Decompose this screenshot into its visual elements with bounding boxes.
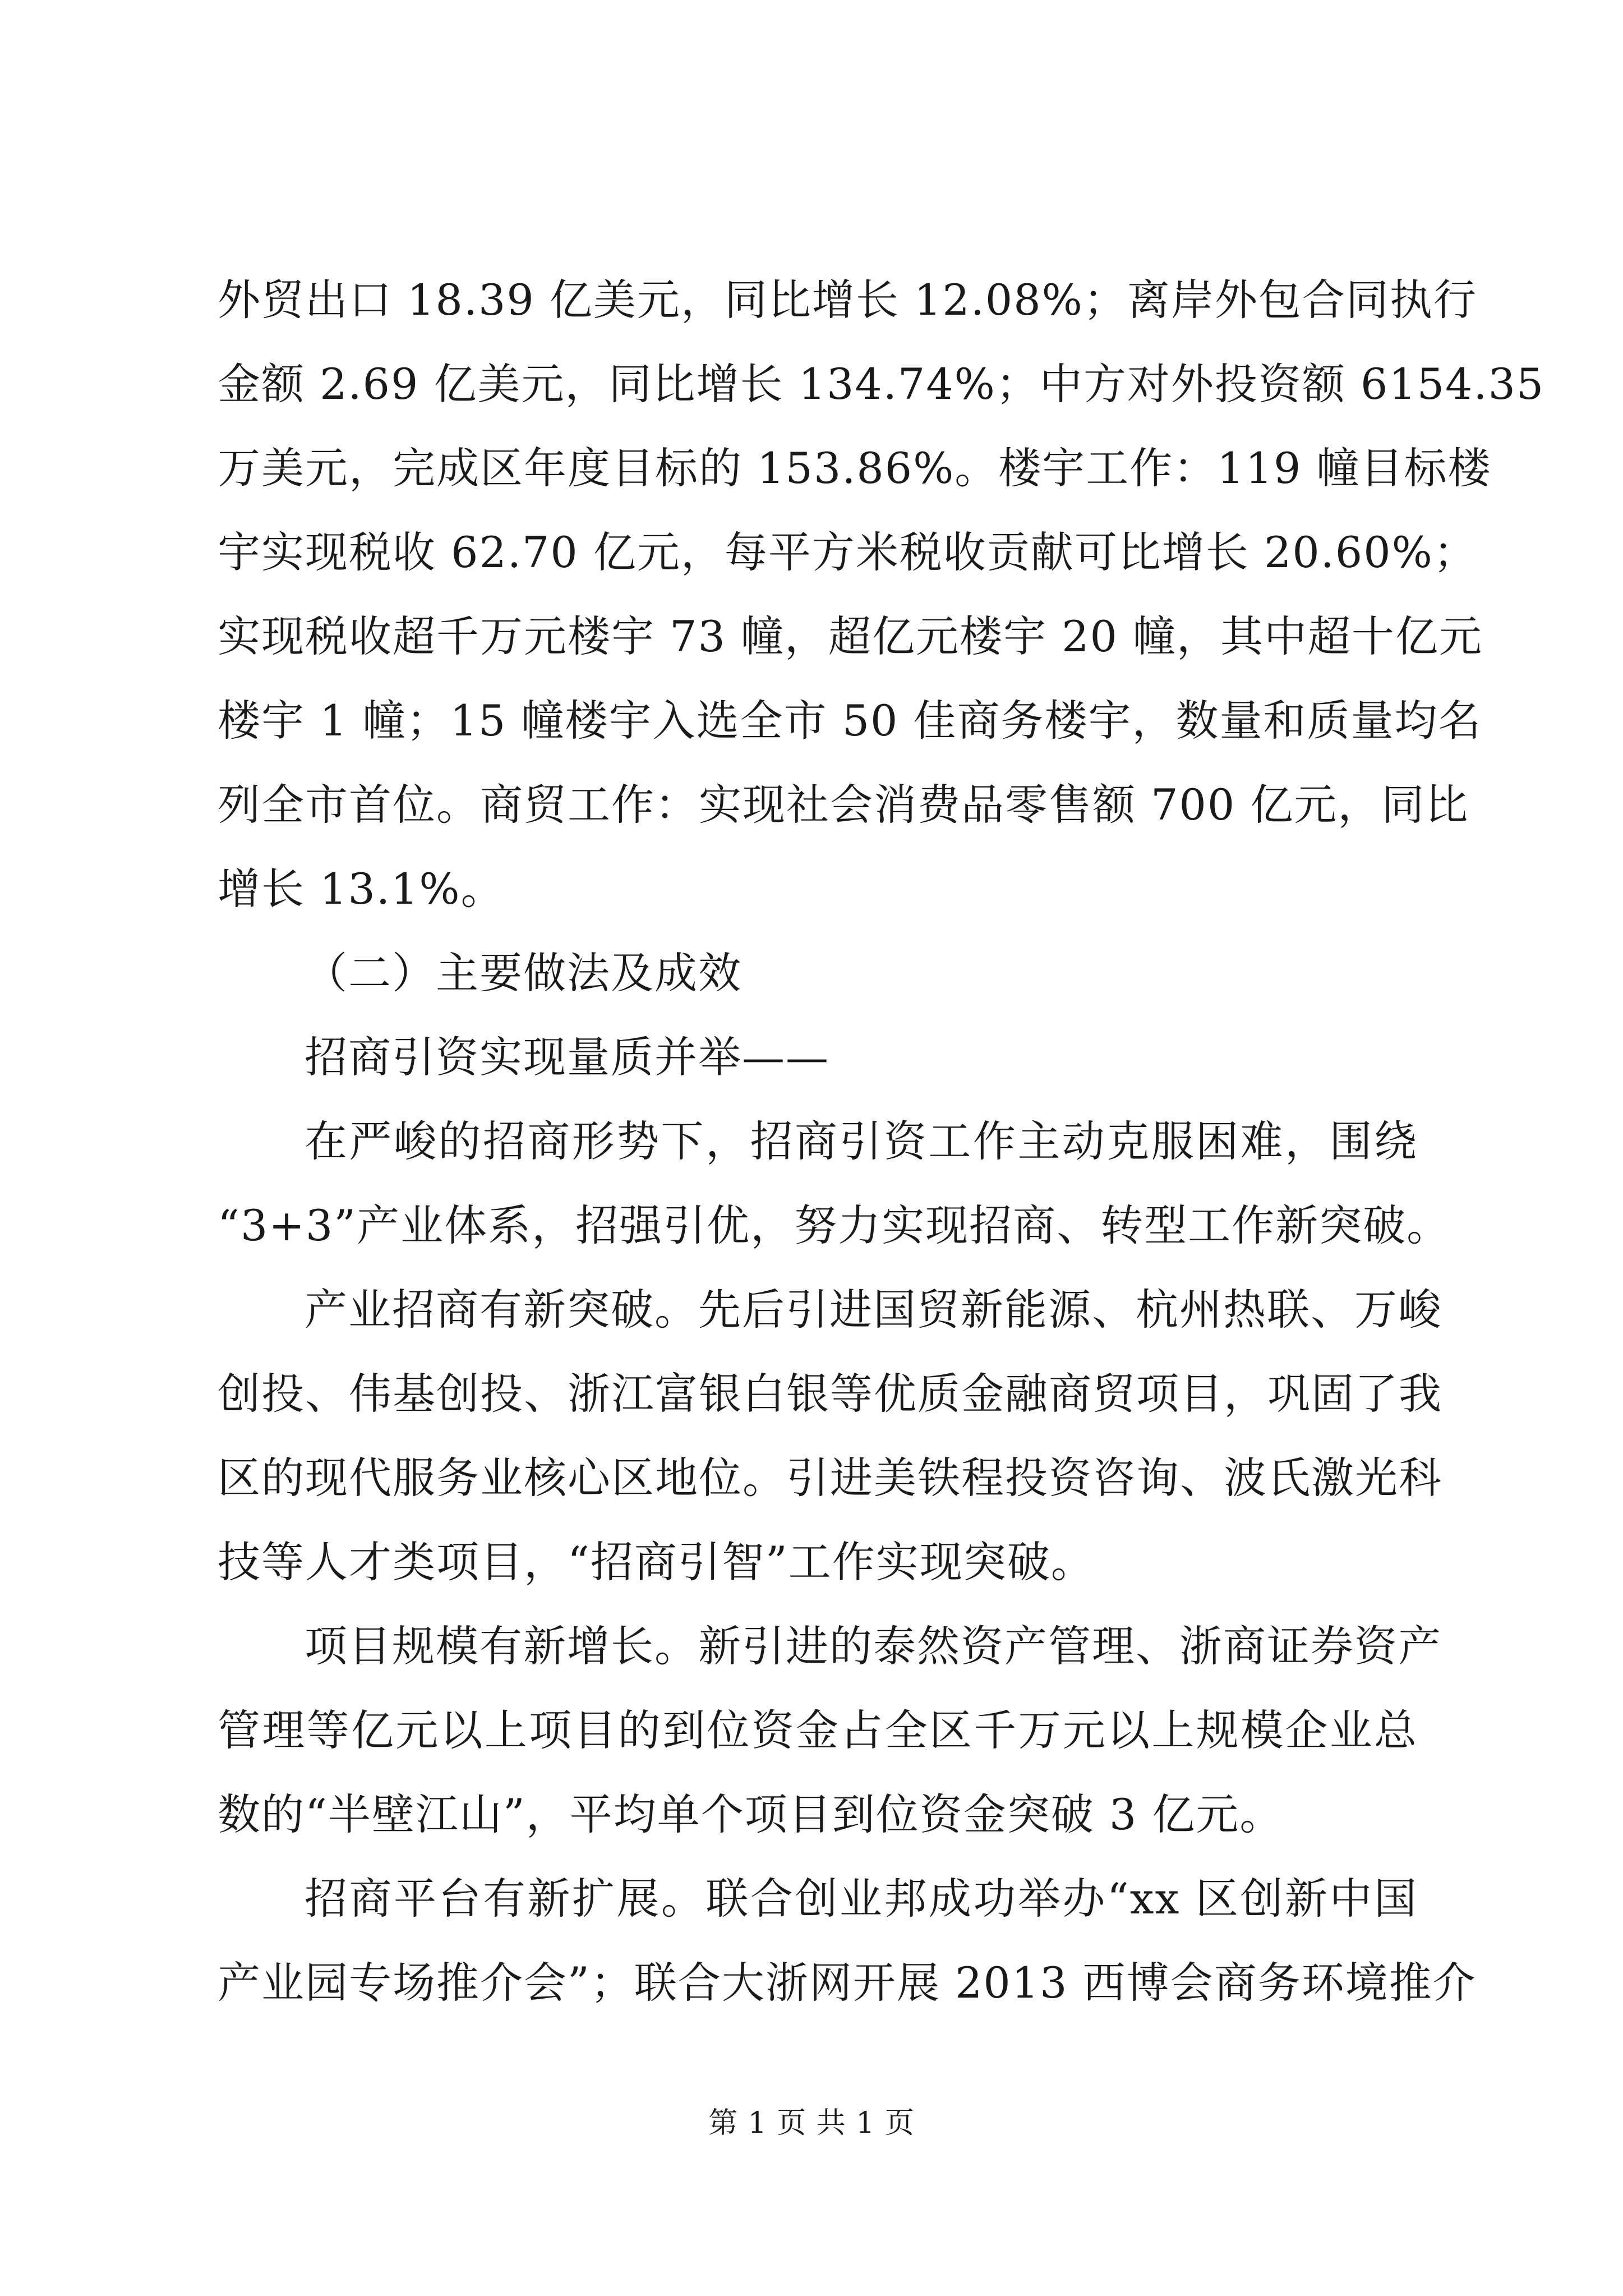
paragraph-line: 创投、伟基创投、浙江富银白银等优质金融商贸项目，巩固了我 (218, 1369, 1442, 1419)
paragraph-line: 区的现代服务业核心区地位。引进美铁程投资咨询、波氏激光科 (218, 1453, 1442, 1503)
paragraph-line: 项目规模有新增长。新引进的泰然资产管理、浙商证券资产 (305, 1621, 1442, 1671)
paragraph-line: 增长 13.1%。 (218, 864, 505, 914)
paragraph-line: 楼宇 1 幢；15 幢楼宇入选全市 50 佳商务楼宇，数量和质量均名 (218, 696, 1482, 746)
paragraph-line: 产业招商有新突破。先后引进国贸新能源、杭州热联、万峻 (305, 1285, 1442, 1335)
page-number-footer: 第 1 页 共 1 页 (708, 2106, 915, 2140)
document-body (218, 258, 1545, 2025)
paragraph-line: “3+3”产业体系，招强引优，努力实现招商、转型工作新突破。 (218, 1200, 1451, 1250)
paragraph-line: 在严峻的招商形势下，招商引资工作主动克服困难，围绕 (305, 1116, 1418, 1166)
paragraph-line: 宇实现税收 62.70 亿元，每平方米税收贡献可比增长 20.60%； (218, 527, 1477, 577)
paragraph-line: 招商平台有新扩展。联合创业邦成功举办“xx 区创新中国 (305, 1874, 1418, 1924)
paragraph-line: 管理等亿元以上项目的到位资金占全区千万元以上规模企业总 (218, 1705, 1418, 1755)
section-heading: （二）主要做法及成效 (305, 948, 742, 998)
paragraph-line: 金额 2.69 亿美元，同比增长 134.74%；中方对外投资额 6154.35 (218, 359, 1545, 409)
paragraph-line: 列全市首位。商贸工作：实现社会消费品零售额 700 亿元，同比 (218, 780, 1469, 830)
paragraph-line: 产业园专场推介会”；联合大浙网开展 2013 西博会商务环境推介 (218, 1958, 1477, 2008)
paragraph-line: 外贸出口 18.39 亿美元，同比增长 12.08%；离岸外包合同执行 (218, 275, 1477, 325)
paragraph-line: 实现税收超千万元楼宇 73 幢，超亿元楼宇 20 幢，其中超十亿元 (218, 611, 1483, 661)
subsection-heading: 招商引资实现量质并举—— (305, 1032, 829, 1082)
paragraph-line: 技等人才类项目，“招商引智”工作实现突破。 (218, 1537, 1095, 1587)
paragraph-line: 数的“半壁江山”，平均单个项目到位资金突破 3 亿元。 (218, 1789, 1284, 1839)
paragraph-line: 万美元，完成区年度目标的 153.86%。楼宇工作：119 幢目标楼 (218, 443, 1492, 493)
